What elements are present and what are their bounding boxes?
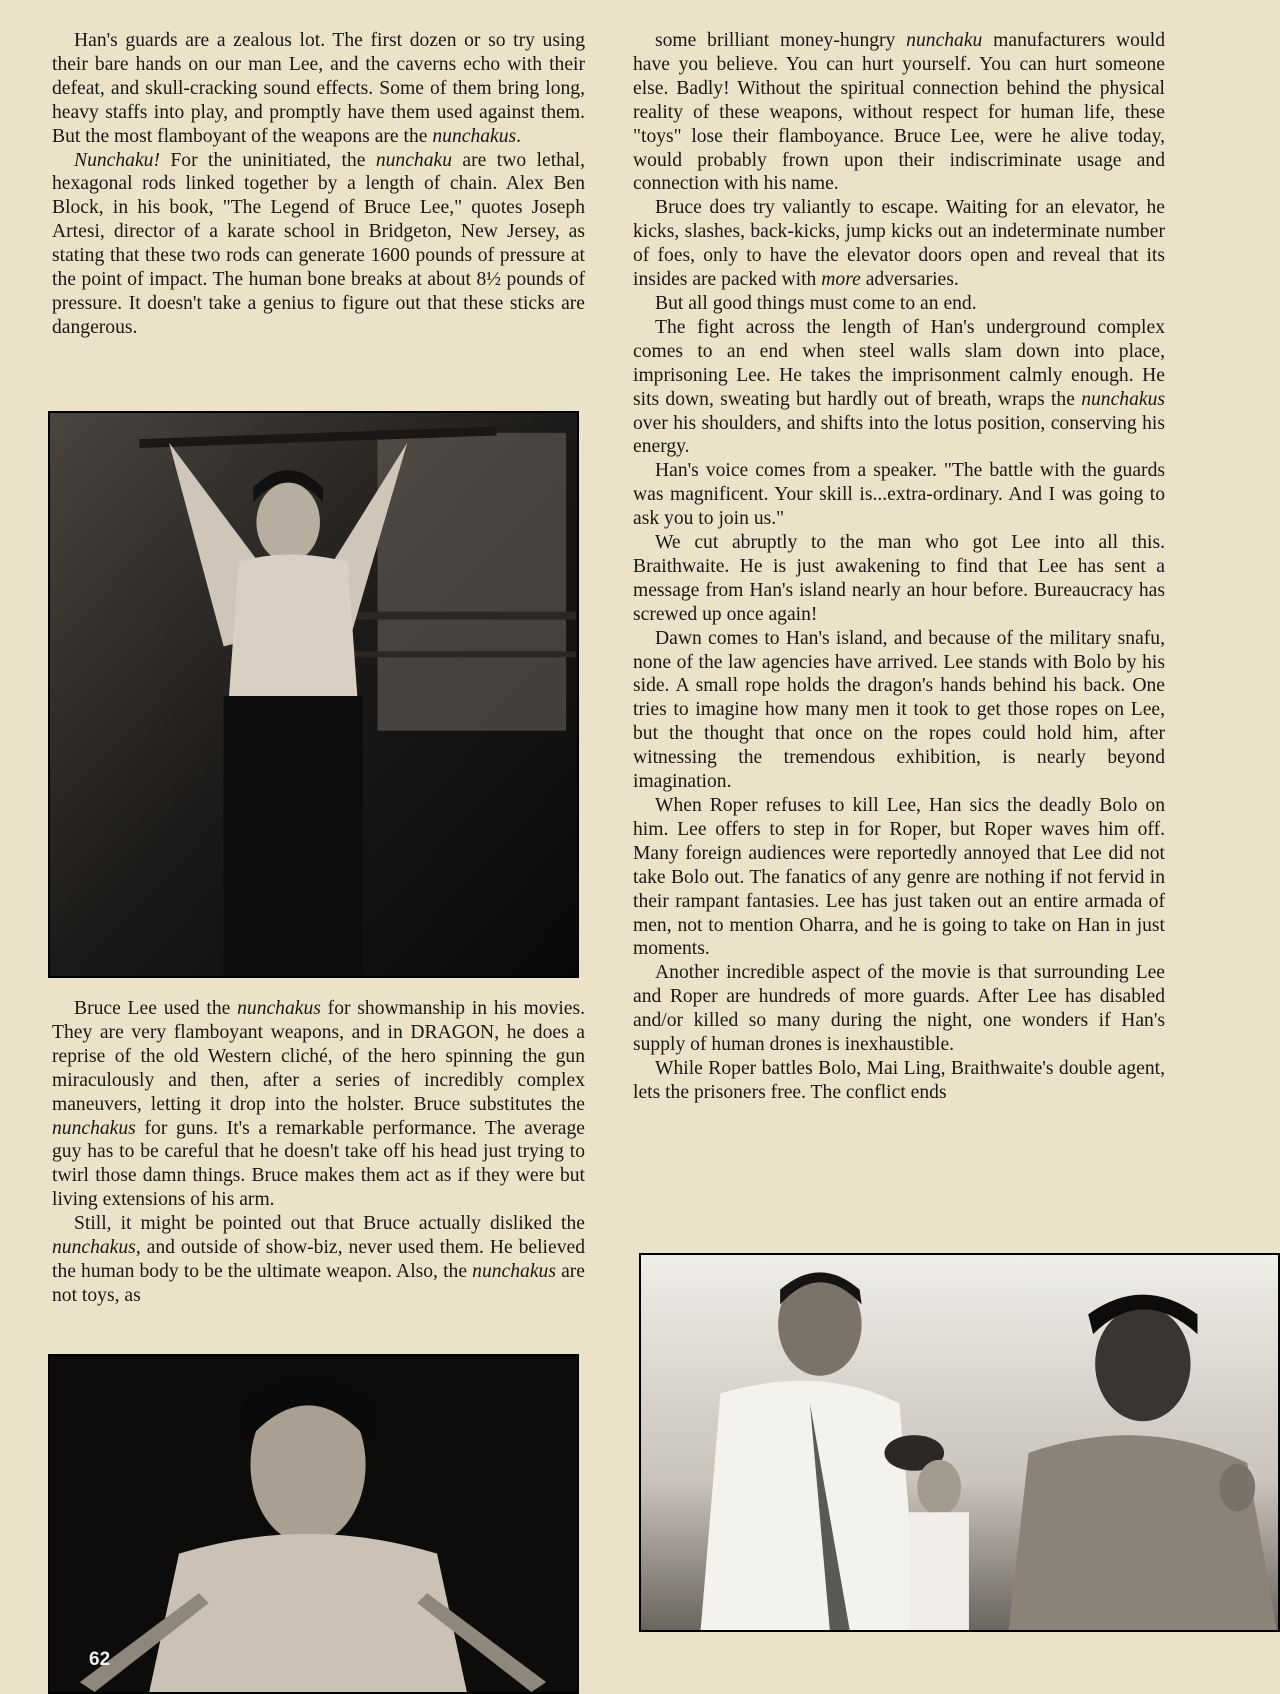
photo-roper-and-bolo-fight xyxy=(639,1253,1280,1632)
text-run: Still, it might be pointed out that Bruce actually disliked the xyxy=(74,1213,585,1235)
text-run: are two lethal, hexagonal rods linked together by a length of chain. Alex Ben Block, in his book, "The Legend of Bruce Lee," quotes Joseph Artesi, director of a karate school in Bridgeton, New Jersey, as stating that these two rods can generate 1600 pounds of pressure at the point of impact. The human bone breaks at about 8½ pounds of pressure. It doesn't take a genius to figure out that these sticks are dangerous. xyxy=(52,149,585,338)
text-run: . xyxy=(516,125,522,147)
article-paragraph xyxy=(633,961,1165,1057)
article-paragraph xyxy=(633,794,1165,961)
page-number: 62 xyxy=(89,1649,111,1670)
text-run: While Roper battles Bolo, Mai Ling, Braithwaite's double agent, lets the prisoners free. The conflict ends xyxy=(633,1057,1165,1103)
text-run: When Roper refuses to kill Lee, Han sics the deadly Bolo on him. Lee offers to step in for Roper, but Roper waves him off. Many foreign audiences were reportedly annoyed that Lee did not take Bolo out. The fanatics of any genre are nothing if not fervid in their rampant fantasies. Lee has just taken out an entire armada of men, not to mention Oharra, and he is going to take on Han in just moments. xyxy=(633,795,1165,960)
article-paragraph xyxy=(633,627,1165,794)
italic-term: Nunchaku! xyxy=(74,149,160,171)
article-column-left-bottom xyxy=(52,997,585,1308)
italic-term: nunchaku xyxy=(906,30,983,51)
italic-term: nunchakus xyxy=(1081,388,1165,410)
text-run: Han's voice comes from a speaker. "The battle with the guards was magnificent. Your skill is...extra-ordinary. And I was going to ask you to join us." xyxy=(633,460,1165,530)
text-run: for showmanship in his movies. They are very flamboyant weapons, and in DRAGON, he does a reprise of the old Western cliché, of the hero spinning the gun miraculously and then, after a series of incredibly complex maneuvers, letting it drop into the holster. Bruce substitutes the xyxy=(52,998,585,1115)
italic-term: nunchakus xyxy=(432,125,517,147)
article-column-right xyxy=(633,29,1165,1105)
text-run: over his shoulders, and shifts into the lotus position, conserving his energy. xyxy=(633,412,1165,458)
photo-lee-with-nunchakus xyxy=(48,411,579,978)
text-run: We cut abruptly to the man who got Lee into all this. Braithwaite. He is just awakening to find that Lee has sent a message from Han's island nearly an hour before. Bureaucracy has screwed up once again! xyxy=(633,532,1165,625)
text-run: Another incredible aspect of the movie is that surrounding Lee and Roper are hundreds of more guards. After Lee has disabled and/or killed so many during the night, one wonders if Han's supply of human drones is inexhaustible. xyxy=(633,962,1165,1056)
text-run: manufacturers would have you believe. You can hurt yourself. You can hurt someone else. Badly! Without the spiritual connection behind the physical reality of these weapons, without respect for human life, these "toys" lose their flamboyance. Bruce Lee, were he alive today, would probably frown upon their indiscriminate usage and connection with his name. xyxy=(633,30,1166,195)
italic-term: nunchakus xyxy=(52,1117,136,1139)
text-run: some brilliant money-hungry xyxy=(655,30,907,51)
text-run: The fight across the length of Han's underground complex comes to an end when steel walls slam down into place, imprisoning Lee. He takes the imprisonment calmly enough. He sits down, sweating but hardly out of breath, wraps the xyxy=(633,316,1165,410)
article-column-left-top xyxy=(52,29,585,340)
text-run: Han's guards are a zealous lot. The first dozen or so try using their bare hands on our man Lee, and the caverns echo with their defeat, and skull-cracking sound effects. Some of them bring long, heavy staffs into play, and promptly have them used against them. But the most flamboyant of the weapons are the xyxy=(52,30,585,147)
text-run: adversaries. xyxy=(860,269,959,291)
article-paragraph xyxy=(633,1057,1165,1105)
article-paragraph xyxy=(633,196,1165,292)
italic-term: nunchaku xyxy=(375,149,453,171)
photo-2-illustration xyxy=(50,1356,577,1692)
text-run: are not toys, as xyxy=(52,1260,585,1306)
photo-lee-portrait xyxy=(48,1354,579,1694)
photo-3-illustration xyxy=(641,1255,1278,1630)
text-run: , and outside of show-biz, never used them. He believed the human body to be the ultimate weapon. Also, the xyxy=(52,1237,585,1282)
article-paragraph xyxy=(633,316,1165,459)
article-paragraph xyxy=(633,531,1165,627)
text-run: But all good things must come to an end. xyxy=(655,292,977,314)
article-paragraph xyxy=(52,29,585,149)
article-paragraph xyxy=(52,1212,585,1308)
article-paragraph xyxy=(52,149,585,340)
text-run: Bruce does try valiantly to escape. Waiting for an elevator, he kicks, slashes, back-kicks, jump kicks out an indeterminate number of foes, only to have the elevator doors open and reveal that its insides are packed with xyxy=(633,197,1165,291)
text-run: Bruce Lee used the xyxy=(74,998,238,1019)
text-run: For the uninitiated, the xyxy=(159,149,376,171)
text-run: Dawn comes to Han's island, and because of the military snafu, none of the law agencies have arrived. Lee stands with Bolo by his side. A small rope holds the dragon's hands behind his back. One tries to imagine how many men it took to get those ropes on Lee, but the thought that once on the ropes could hold him, after witnessing the tremendous exhibition, is nearly beyond imagination. xyxy=(633,627,1165,793)
italic-term: more xyxy=(821,269,861,291)
italic-term: nunchakus xyxy=(52,1237,136,1259)
italic-term: nunchakus xyxy=(237,998,321,1019)
article-paragraph xyxy=(52,997,585,1212)
article-paragraph xyxy=(633,292,1165,316)
text-run: for guns. It's a remarkable performance. The average guy has to be careful that he doesn't take off his head just trying to twirl those damn things. Bruce makes them act as if they were but living extensions of his arm. xyxy=(52,1117,585,1211)
article-paragraph xyxy=(633,459,1165,531)
photo-1-illustration xyxy=(50,413,577,976)
article-paragraph xyxy=(633,29,1165,196)
italic-term: nunchakus xyxy=(472,1260,556,1282)
